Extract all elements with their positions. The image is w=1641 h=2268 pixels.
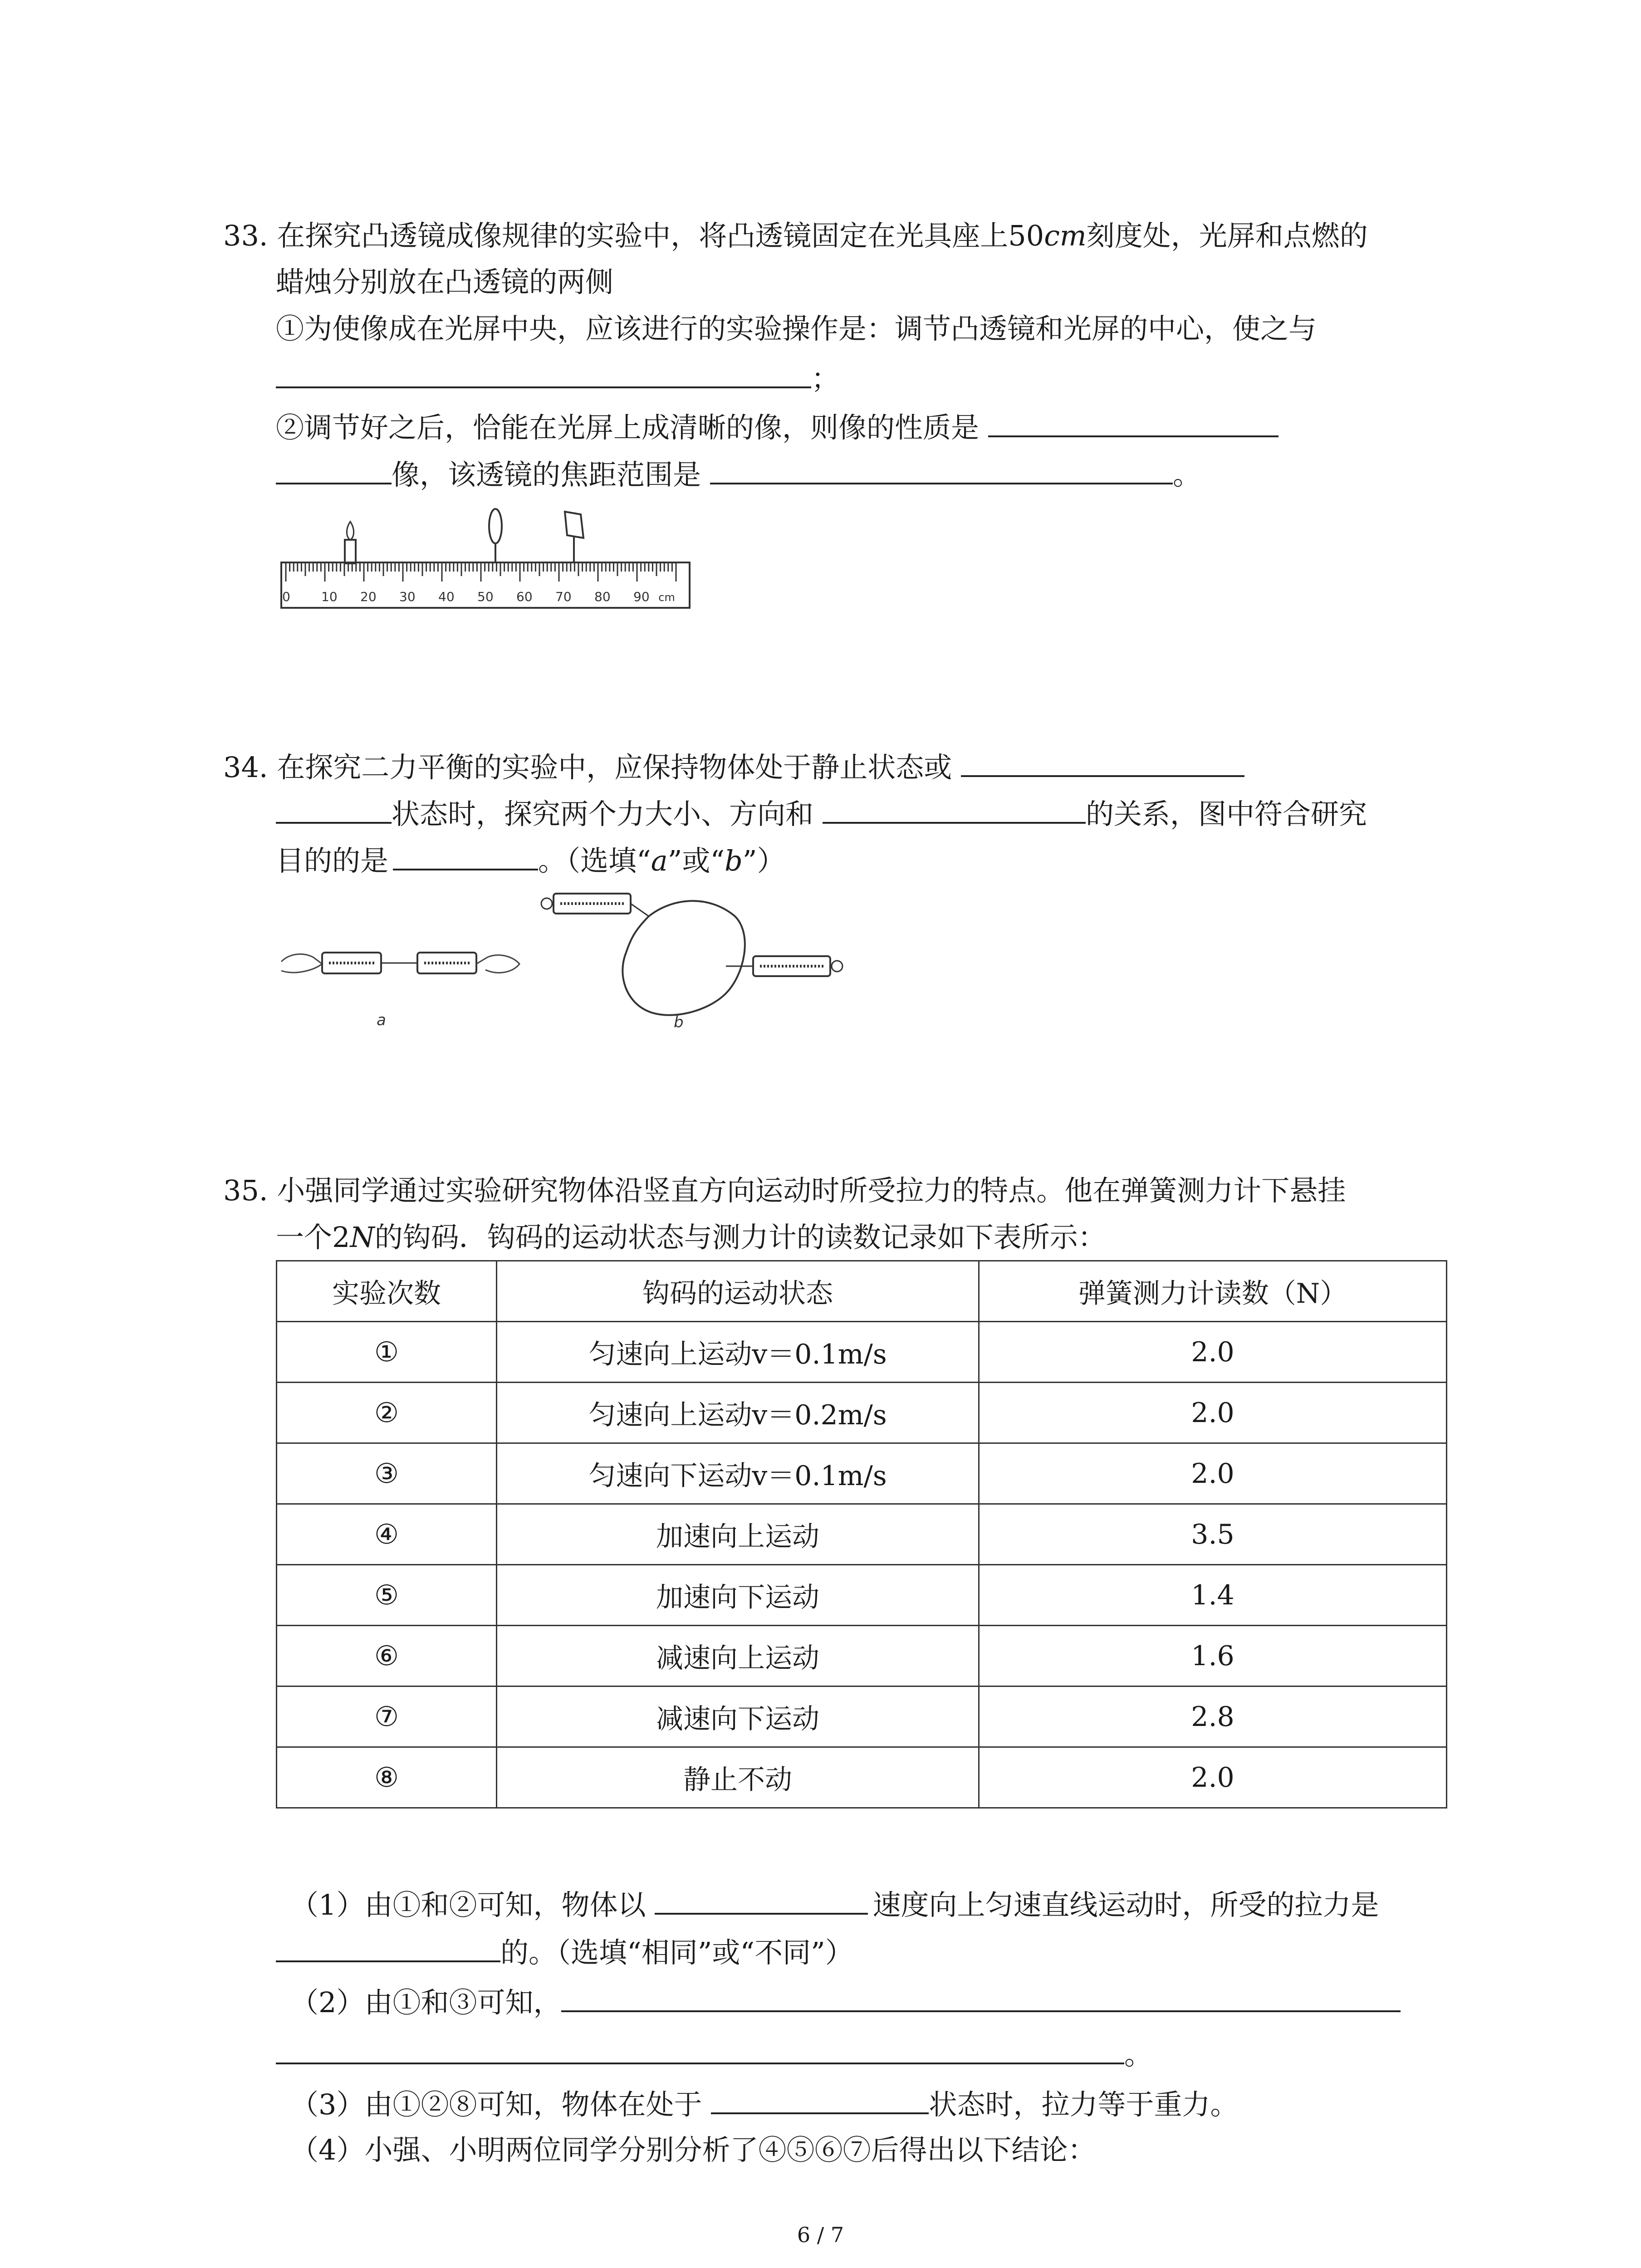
q34-line2: 状态时，探究两个力大小、方向和 的关系，图中符合研究 xyxy=(276,792,1367,837)
ruler-tick-label: 90 xyxy=(633,589,650,604)
answer-blank[interactable] xyxy=(276,455,392,484)
q33-line2: 蜡烛分别放在凸透镜的两侧 xyxy=(276,265,614,298)
answer-blank[interactable] xyxy=(823,794,1086,824)
table-cell: ⑥ xyxy=(277,1626,497,1686)
q35-sub1-line1: （1）由①和②可知，物体以 速度向上匀速直线运动时，所受的拉力是 xyxy=(290,1882,1379,1928)
q35-line2: 一个2N的钩码．钩码的运动状态与测力计的读数记录如下表所示： xyxy=(276,1221,1106,1254)
lens-icon xyxy=(489,509,502,563)
q35-line1: 35. 小强同学通过实验研究物体沿竖直方向运动时所受拉力的特点。他在弹簧测力计下悬挂 xyxy=(223,1174,1346,1207)
table-row xyxy=(277,1383,1447,1443)
answer-blank[interactable] xyxy=(961,747,1244,777)
answer-blank[interactable] xyxy=(711,2084,929,2114)
ruler-tick-label: 40 xyxy=(438,589,455,604)
table-cell: 2.0 xyxy=(979,1322,1447,1383)
q35-sub2-line1: （2）由①和③可知， xyxy=(290,1980,1401,2025)
q34-line3: 目的的是 。（选填“a”或“b”） xyxy=(276,838,785,884)
table-cell: ② xyxy=(277,1383,497,1443)
q33-line1: 33. 在探究凸透镜成像规律的实验中，将凸透镜固定在光具座上50cm刻度处，光屏和点燃的 xyxy=(223,219,1368,252)
table-cell: ③ xyxy=(277,1443,497,1504)
table-cell: ⑤ xyxy=(277,1565,497,1626)
table-cell: 1.4 xyxy=(979,1565,1447,1626)
table-row xyxy=(277,1626,1447,1686)
answer-blank[interactable] xyxy=(276,794,392,824)
table-cell: 静止不动 xyxy=(497,1747,979,1808)
ruler-tick-label: 60 xyxy=(516,589,533,604)
table-cell: 1.6 xyxy=(979,1626,1447,1686)
table-cell: 加速向上运动 xyxy=(497,1504,979,1565)
table-row xyxy=(277,1747,1447,1808)
answer-blank[interactable] xyxy=(276,358,811,388)
table-cell: 减速向上运动 xyxy=(497,1626,979,1686)
optical-bench-figure xyxy=(272,508,699,612)
table-cell: 2.0 xyxy=(979,1747,1447,1808)
table-cell: ⑦ xyxy=(277,1686,497,1747)
ruler-tick-label: 80 xyxy=(594,589,611,604)
answer-blank[interactable] xyxy=(276,1932,500,1962)
table-cell: 2.8 xyxy=(979,1686,1447,1747)
answer-blank[interactable] xyxy=(988,407,1279,437)
figure-b-label: b xyxy=(674,1013,684,1031)
figure-a-spring-scales xyxy=(281,953,519,973)
q33-line6: 像，该透镜的焦距范围是 。 xyxy=(276,452,1201,498)
table-row xyxy=(277,1322,1447,1383)
ruler-tick-label: 30 xyxy=(399,589,416,604)
figure-b-card-and-scales xyxy=(541,894,843,1015)
q35-sub1-line2: 的。（选填“相同”或“不同”） xyxy=(276,1930,853,1975)
table-cell: 匀速向上运动v＝0.2m/s xyxy=(497,1383,979,1443)
ruler-tick-label: 70 xyxy=(555,589,572,604)
table-cell: 3.5 xyxy=(979,1504,1447,1565)
q34-line1: 34. 在探究二力平衡的实验中，应保持物体处于静止状态或 xyxy=(223,745,1244,790)
answer-blank[interactable] xyxy=(710,455,1173,484)
table-cell: 减速向下运动 xyxy=(497,1686,979,1747)
q35-sub2-line2: 。 xyxy=(276,2032,1152,2077)
table-header-row xyxy=(277,1261,1447,1322)
ruler-tick-label: 0 xyxy=(282,589,290,604)
record-table xyxy=(276,1260,1447,1809)
table-row xyxy=(277,1504,1447,1565)
table-cell: 匀速向上运动v＝0.1m/s xyxy=(497,1322,979,1383)
table-cell: ⑧ xyxy=(277,1747,497,1808)
screen-icon xyxy=(565,512,583,563)
q33-line3: ①为使像成在光屏中央，应该进行的实验操作是：调节凸透镜和光屏的中心，使之与 xyxy=(276,312,1317,345)
figure-a-label: a xyxy=(377,1011,386,1029)
table-cell: 加速向下运动 xyxy=(497,1565,979,1626)
table-cell: 匀速向下运动v＝0.1m/s xyxy=(497,1443,979,1504)
page-number: 6 / 7 xyxy=(797,2223,844,2247)
table-cell: ④ xyxy=(277,1504,497,1565)
table-cell: ① xyxy=(277,1322,497,1383)
table-row xyxy=(277,1443,1447,1504)
column-header: 钩码的运动状态 xyxy=(497,1261,979,1322)
answer-blank[interactable] xyxy=(561,1982,1401,2012)
q33-line4: ； xyxy=(276,356,839,401)
ruler-unit-label: cm xyxy=(658,591,675,604)
column-header: 实验次数 xyxy=(277,1261,497,1322)
answer-blank[interactable] xyxy=(276,2034,1124,2064)
table-row xyxy=(277,1565,1447,1626)
ruler-tick-label: 50 xyxy=(477,589,494,604)
balance-figure xyxy=(272,885,844,1039)
q35-sub4: （4）小强、小明两位同学分别分析了④⑤⑥⑦后得出以下结论： xyxy=(290,2133,1096,2166)
column-header: 弹簧测力计读数（N） xyxy=(979,1261,1447,1322)
table-cell: 2.0 xyxy=(979,1383,1447,1443)
table-cell: 2.0 xyxy=(979,1443,1447,1504)
table-row xyxy=(277,1686,1447,1747)
q35-sub3: （3）由①②⑧可知，物体在处于 状态时，拉力等于重力。 xyxy=(290,2082,1238,2127)
answer-blank[interactable] xyxy=(393,841,538,870)
answer-blank[interactable] xyxy=(655,1885,868,1915)
candle-icon xyxy=(345,522,356,563)
q33-line5: ②调节好之后，恰能在光屏上成清晰的像，则像的性质是 xyxy=(276,405,1279,450)
ruler-tick-label: 20 xyxy=(360,589,377,604)
ruler-tick-label: 10 xyxy=(321,589,338,604)
